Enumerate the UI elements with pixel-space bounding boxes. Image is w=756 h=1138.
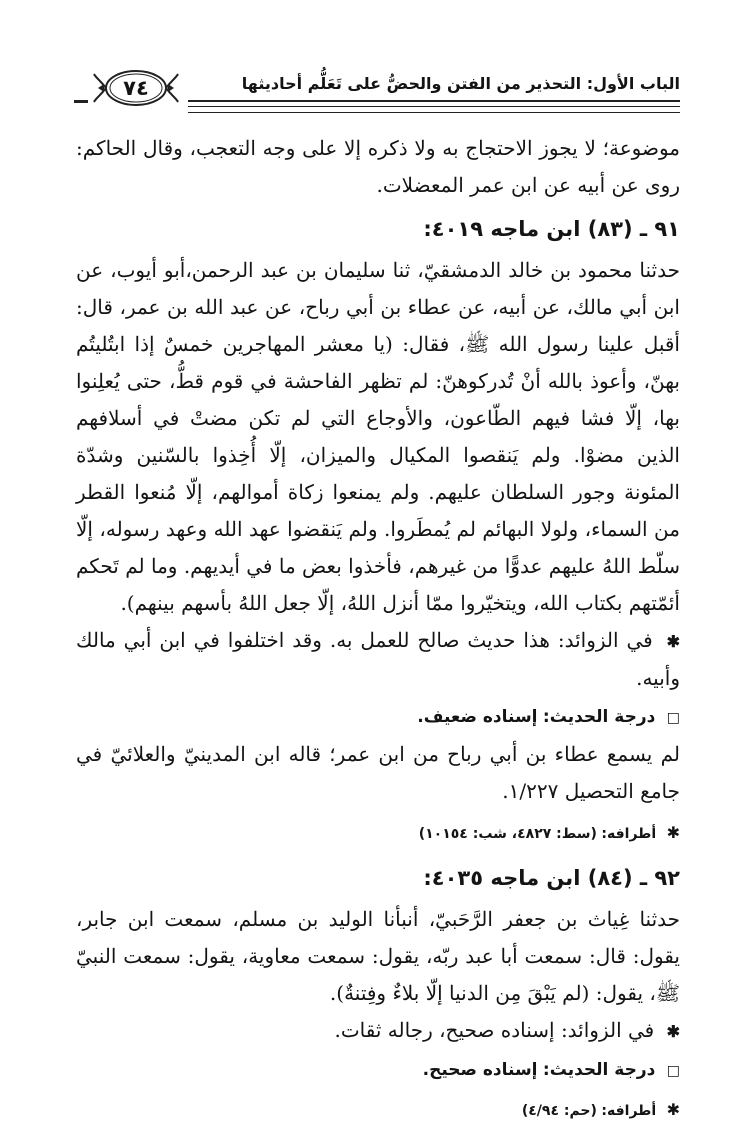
sources-value: (سط: ٤٨٢٧، شب: ١٠١٥٤) (418, 826, 597, 842)
hadith-92-grade (76, 1054, 680, 1087)
grade-label: درجة الحديث: (542, 1060, 656, 1080)
hadith-91-note: لم يسمع عطاء بن أبي رباح من ابن عمر؛ قاله ابن المدينيّ والعلائيّ في جامع التحصيل ١/٢٢٧. (76, 742, 680, 803)
zawaid-label: في الزوائد: (557, 628, 653, 652)
asterisk-icon: ✱ (666, 823, 680, 842)
intro-paragraph: موضوعة؛ لا يجوز الاحتجاج به ولا ذكره إلا على وجه التعجب، وقال الحاكم: روى عن أبيه عن ابن عمر المعضلات. (76, 136, 680, 197)
hadith-92-zawaid (76, 1012, 680, 1050)
asterisk-icon: ✱ (666, 1022, 680, 1041)
sources-label: أطرافه: (601, 826, 657, 842)
hadith-91-text: حدثنا محمود بن خالد الدمشقيّ، ثنا سليمان بن عبد الرحمن،أبو أيوب، عن ابن أبي مالك، عن أبيه، عن عطاء بن أبي رباح، عن عبد الله بن عمر، قال: أقبل علينا رسول الله ﷺ، فقال: (يا معشر المهاجرين خمسٌ إذا ابتُليتُم بهنّ، وأعوذ بالله أنْ تُدركوهنّ: لم تظهر الفاحشة في قوم قطُّ، حتى يُعلِنوا بها، إلّا فشا فيهم الطّاعون، والأوجاع التي لم تكن مضتْ في أسلافهم الذين مضوْا. ولم يَنقصوا المكيال والميزان، إلّا أُخِذوا بالسّنين وشدّة المئونة وجور السلطان عليهم. ولم يمنعوا زكاة أموالهم، إلّا مُنعوا القطر من السماء، ولولا البهائم لم يُمطَروا. ولم يَنقضوا عهد الله وعهد رسوله، إلّا سلّط اللهُ عليهم عدوًّا من غيرهم، فأخذوا بعض ما في أيديهم. وما لم تَحكم أئمّتهم بكتاب الله، ويتخيّروا ممّا أنزل اللهُ، إلّا جعل اللهُ بأسهم بينهم). (76, 258, 681, 615)
square-bullet-icon: □ (666, 1063, 680, 1079)
grade-value: إسناده ضعيف. (417, 707, 538, 727)
hadith-91-sources (76, 820, 680, 847)
asterisk-icon: ✱ (666, 1100, 680, 1119)
page-number: ٧٤ (123, 76, 149, 100)
header-rule (188, 106, 680, 107)
hadith-91-grade (76, 701, 680, 734)
page-number-badge (92, 66, 180, 110)
hadith-92-text: حدثنا غِياث بن جعفر الرَّحَبيّ، أنبأنا الوليد بن مسلم، سمعت ابن جابر، يقول: قال: سمعت أبا عبد ربّه، يقول: سمعت معاوية، يقول: سمعت النبيّ ﷺ، يقول: (لم يَبْقَ مِن الدنيا إلّا بلاءٌ وفِتنةٌ). (76, 907, 680, 1005)
page-body (76, 130, 680, 1138)
sources-label: أطرافه: (601, 1103, 657, 1119)
hadith-91-heading: ٩١ ـ (٨٣) ابن ماجه ٤٠١٩: (423, 217, 680, 241)
header-left-dash (74, 100, 88, 103)
grade-label: درجة الحديث: (542, 707, 656, 727)
running-header (80, 70, 680, 116)
square-bullet-icon: □ (666, 710, 680, 726)
chapter-title: الباب الأول: التحذير من الفتن والحضُّ على تَعَلُّم أحاديثها (241, 74, 680, 93)
zawaid-text: هذا حديث صالح للعمل به. وقد اختلفوا في ابن أبي مالك وأبيه. (76, 628, 680, 690)
zawaid-label: في الزوائد: (560, 1018, 655, 1042)
hadith-92-sources (76, 1097, 680, 1124)
zawaid-text: إسناده صحيح، رجاله ثقات. (334, 1018, 555, 1042)
hadith-91-zawaid (76, 622, 680, 697)
sources-value: (حم: ٤/٩٤) (521, 1103, 597, 1119)
header-rule (188, 100, 680, 102)
grade-value: إسناده صحيح. (422, 1060, 538, 1080)
asterisk-icon: ✱ (666, 632, 680, 651)
header-rule (188, 112, 680, 113)
hadith-92-heading: ٩٢ ـ (٨٤) ابن ماجه ٤٠٣٥: (423, 866, 680, 890)
